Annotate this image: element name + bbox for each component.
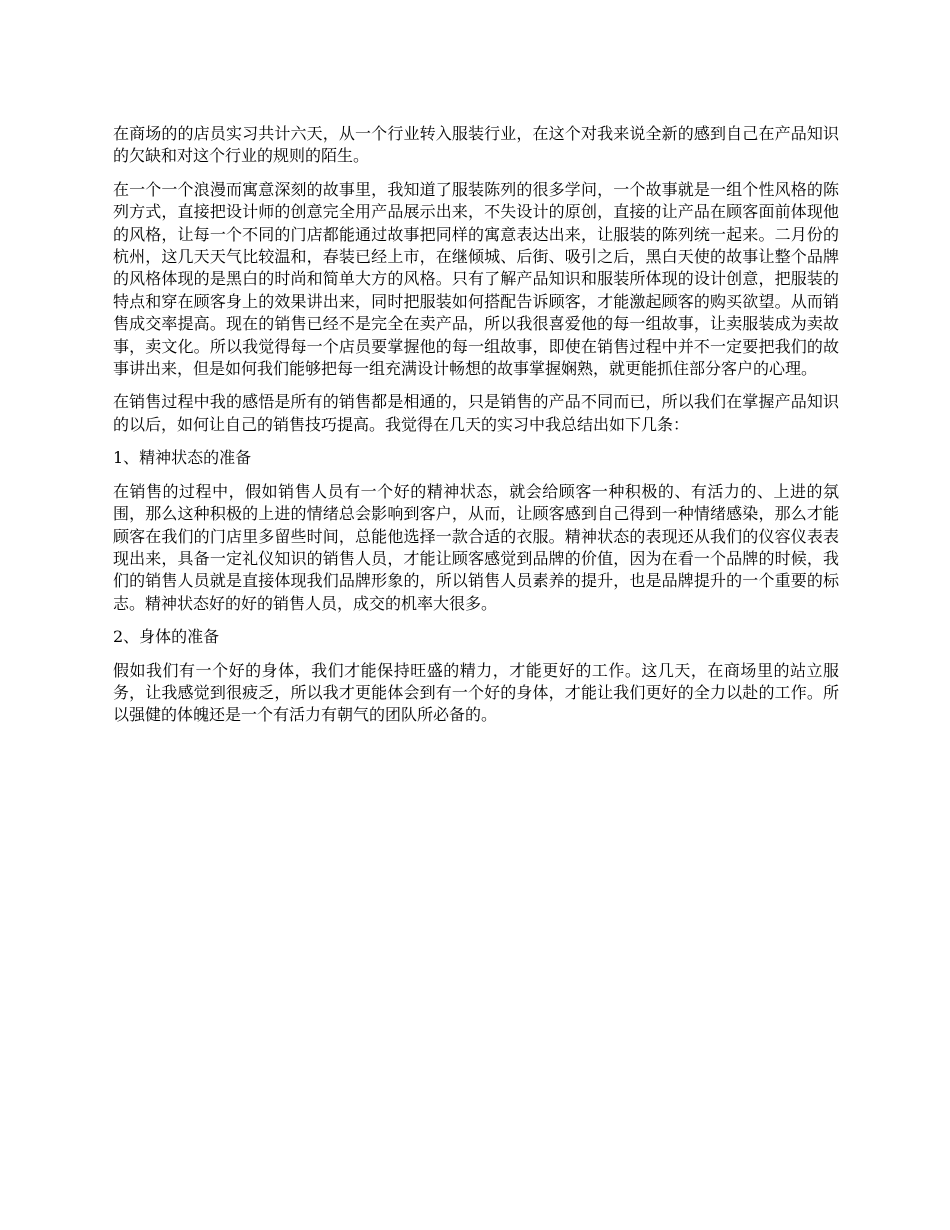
paragraph-sales-insight: 在销售过程中我的感悟是所有的销售都是相通的，只是销售的产品不同而已，所以我们在掌握产品知识的以后，如何让自己的销售技巧提高。我觉得在几天的实习中我总结出如下几条： xyxy=(113,392,839,434)
paragraph-intro: 在商场的的店员实习共计六天，从一个行业转入服装行业，在这个对我来说全新的感到自己在产品知识的欠缺和对这个行业的规则的陌生。 xyxy=(113,124,839,166)
paragraph-mental-state: 在销售的过程中，假如销售人员有一个好的精神状态，就会给顾客一种积极的、有活力的、上进的氛围，那么这种积极的上进的情绪总会影响到客户，从而，让顾客感到自己得到一种情绪感染，那么才能顾客在我们的门店里多留些时间，总能他选择一款合适的衣服。精神状态的表现还从我们的仪容仪表表现出来，具备一定礼仪知识的销售人员，才能让顾客感觉到品牌的价值，因为在看一个品牌的时候，我们的销售人员就是直接体现我们品牌形象的，所以销售人员素养的提升，也是品牌提升的一个重要的标志。精神状态好的好的销售人员，成交的机率大很多。 xyxy=(113,481,839,613)
section-heading-physical: 2、身体的准备 xyxy=(113,627,220,647)
paragraph-physical: 假如我们有一个好的身体，我们才能保持旺盛的精力，才能更好的工作。这几天，在商场里的站立服务，让我感觉到很疲乏，所以我才更能体会到有一个好的身体，才能让我们更好的全力以赴的工作。所以强健的体魄还是一个有活力有朝气的团队所必备的。 xyxy=(113,660,839,725)
paragraph-display-stories: 在一个一个浪漫而寓意深刻的故事里，我知道了服装陈列的很多学问，一个故事就是一组个性风格的陈列方式，直接把设计师的创意完全用产品展示出来，不失设计的原创，直接的让产品在顾客面前体现他的风格，让每一个不同的门店都能通过故事把同样的寓意表达出来，让服装的陈列统一起来。二月份的杭州，这几天天气比较温和，春装已经上市，在继倾城、后街、吸引之后，黑白天使的故事让整个品牌的风格体现的是黑白的时尚和简单大方的风格。只有了解产品知识和服装所体现的设计创意，把服装的特点和穿在顾客身上的效果讲出来，同时把服装如何搭配告诉顾客，才能激起顾客的购买欲望。从而销售成交率提高。现在的销售已经不是完全在卖产品，所以我很喜爱他的每一组故事，让卖服装成为卖故事，卖文化。所以我觉得每一个店员要掌握他的每一组故事，即使在销售过程中并不一定要把我们的故事讲出来，但是如何我们能够把每一组充满设计畅想的故事掌握娴熟，就更能抓住部分客户的心理。 xyxy=(113,179,839,379)
section-heading-mental: 1、精神状态的准备 xyxy=(113,448,252,468)
document-body xyxy=(113,123,839,738)
